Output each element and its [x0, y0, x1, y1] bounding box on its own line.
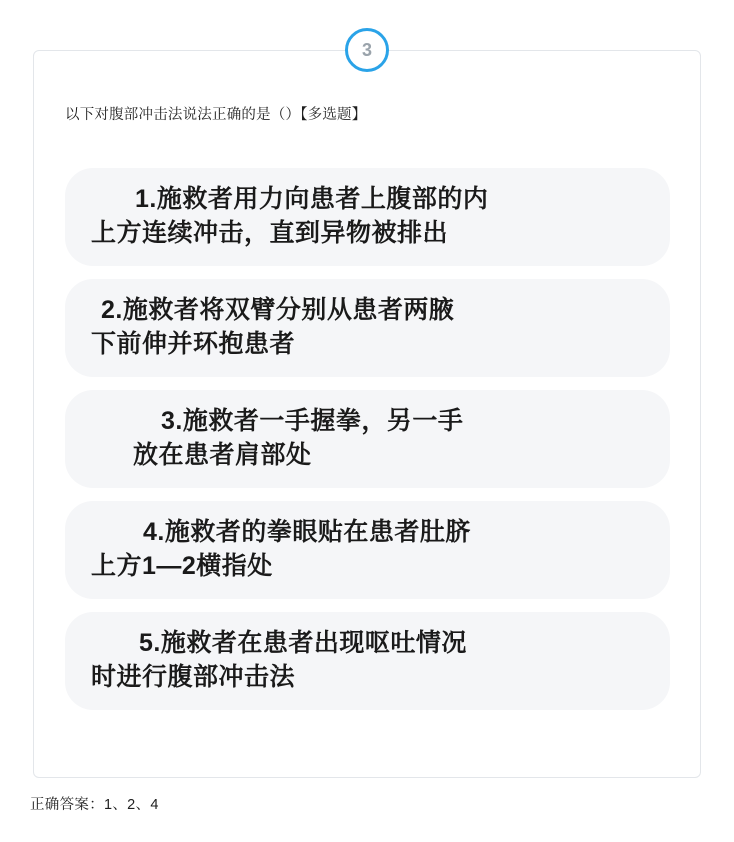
- option-item-5[interactable]: [65, 612, 670, 710]
- correct-answer: 正确答案：1、2、4: [30, 797, 159, 813]
- option-line-2a: 2.施救者将双臂分别从患者两腋: [101, 296, 455, 324]
- option-line-3a: 3.施救者一手握拳，另一手: [161, 407, 464, 435]
- option-line-2b: 下前伸并环抱患者: [91, 330, 296, 358]
- option-item-1[interactable]: [65, 168, 670, 266]
- option-line-4b: 上方1—2横指处: [91, 552, 273, 580]
- option-line-4a: 4.施救者的拳眼贴在患者肚脐: [143, 518, 471, 546]
- option-line-3b: 放在患者肩部处: [133, 441, 312, 469]
- options-list: [65, 168, 670, 723]
- question-stem: 以下对腹部冲击法说法正确的是（）【多选题】: [65, 107, 367, 123]
- option-line-5a: 5.施救者在患者出现呕吐情况: [139, 629, 467, 657]
- option-item-2[interactable]: [65, 279, 670, 377]
- option-item-4[interactable]: [65, 501, 670, 599]
- option-line-1b: 上方连续冲击，直到异物被排出: [91, 219, 449, 247]
- question-number-badge: 3: [345, 28, 389, 72]
- option-item-3[interactable]: [65, 390, 670, 488]
- option-line-1a: 1.施救者用力向患者上腹部的内: [135, 185, 489, 213]
- option-line-5b: 时进行腹部冲击法: [91, 663, 296, 691]
